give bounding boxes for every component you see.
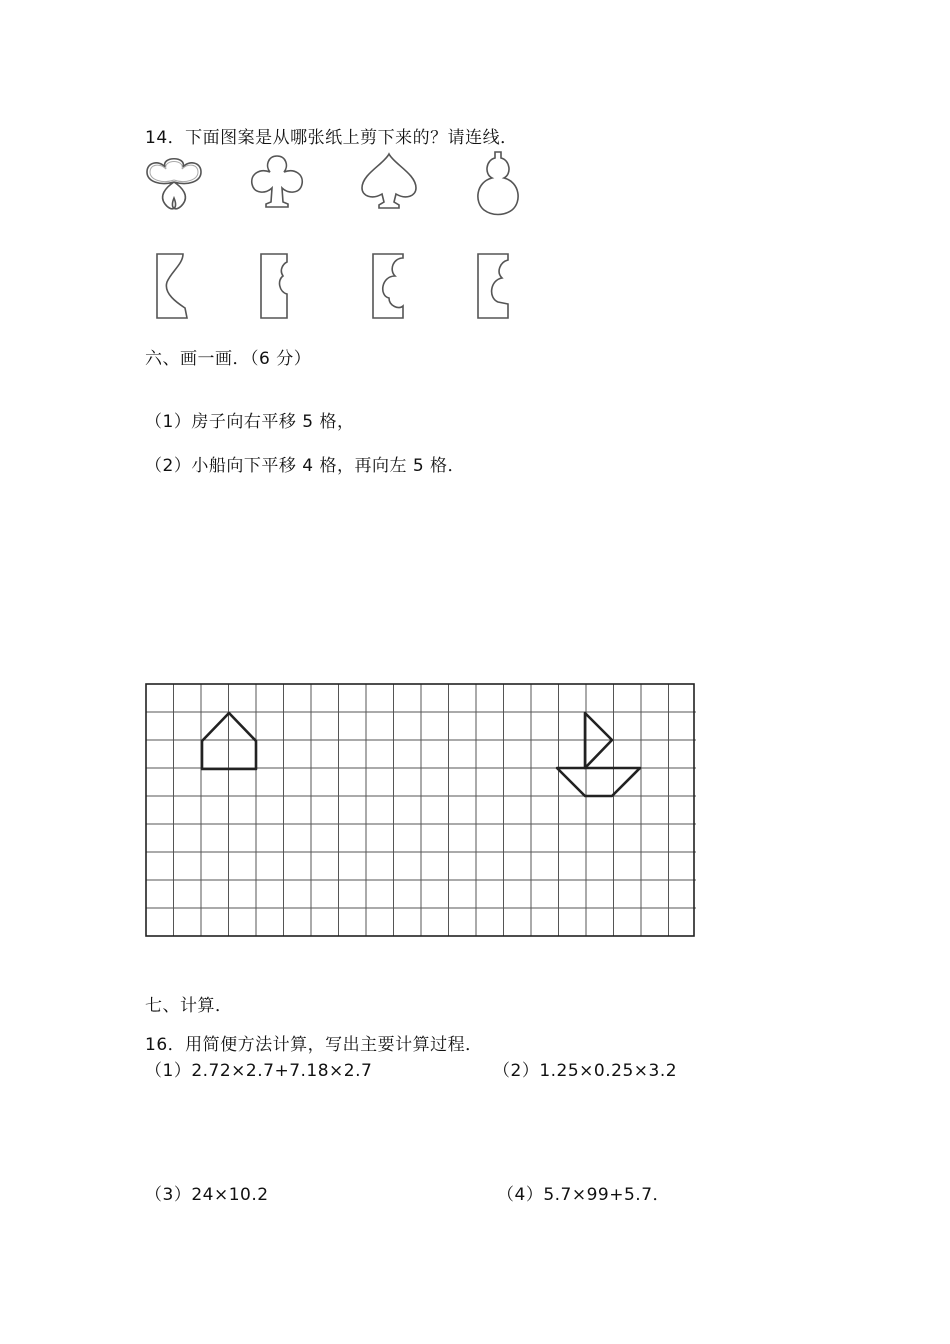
- section-6-item-1: （1）房子向右平移 5 格，: [145, 412, 355, 432]
- section-6-title: 六、画一画．（6 分）: [145, 349, 312, 369]
- gourd-icon: [468, 148, 528, 216]
- paper-half-3-icon: [369, 252, 409, 320]
- paper-half-1-icon: [153, 252, 193, 320]
- calc-item-1: （1）2.72×2.7+7.18×2.7: [145, 1061, 373, 1081]
- q14-title: 14．下面图案是从哪张纸上剪下来的？请连线．: [145, 128, 518, 148]
- calc-item-3: （3）24×10.2: [145, 1185, 269, 1205]
- paper-half-4-icon: [474, 252, 514, 320]
- club-icon: [246, 152, 308, 214]
- boat-shape: [557, 713, 640, 796]
- drawing-grid: [145, 683, 697, 939]
- paper-half-2-icon: [257, 252, 297, 320]
- section-7-title: 七、计算．: [145, 996, 233, 1016]
- calc-item-2: （2）1.25×0.25×3.2: [493, 1061, 678, 1081]
- spade-icon: [358, 152, 420, 214]
- trefoil-icon: [143, 152, 205, 214]
- q16-title: 16．用简便方法计算，写出主要计算过程．: [145, 1035, 483, 1055]
- section-6-item-2: （2）小船向下平移 4 格，再向左 5 格．: [145, 456, 466, 476]
- calc-item-4: （4）5.7×99+5.7．: [497, 1185, 671, 1205]
